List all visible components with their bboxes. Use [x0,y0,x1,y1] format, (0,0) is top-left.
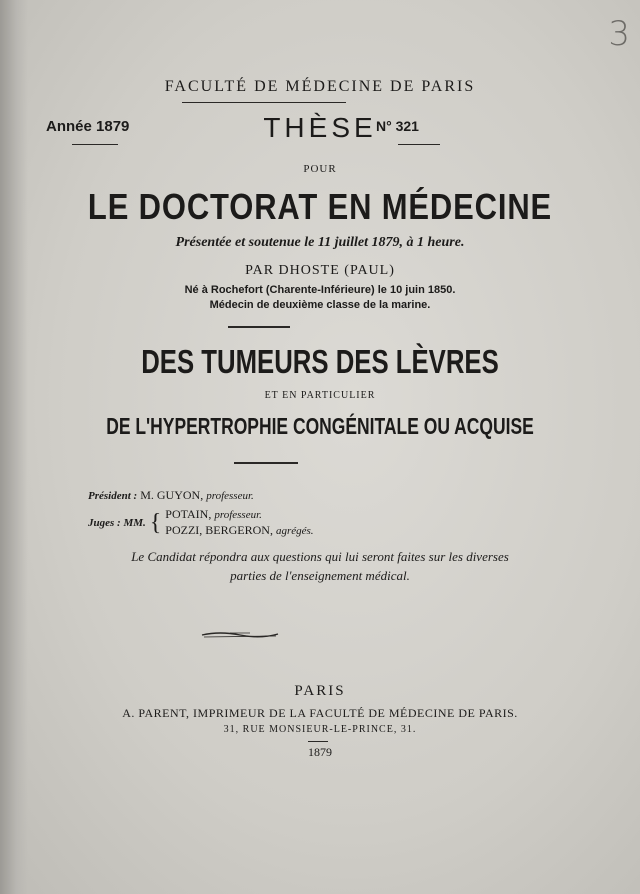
judge-1-role: professeur. [214,509,262,521]
president-label: Président : [88,490,138,502]
separator-rule-1 [228,326,290,328]
judge-2-role: agrégés. [275,525,314,537]
faculty-heading: FACULTÉ DE MÉDECINE DE PARIS [164,78,476,95]
thesis-number: N° 321 [376,118,419,134]
author-rank: Médecin de deuxième classe de la marine. [209,299,431,311]
thesis-title-connector: ET EN PARTICULIER [264,390,376,401]
judges-brace: { [149,510,162,536]
president-role: professeur. [206,490,254,502]
judges-label: Juges : MM. [88,516,146,529]
president-name: M. GUYON, [140,488,204,502]
printer-ornament-icon [200,630,280,640]
candidate-notice-line-1: Le Candidat répondra aux questions qui lui seront faites sur les diverses [131,549,509,564]
separator-rule-2 [234,462,298,464]
pour-label: POUR [303,163,337,175]
jury-president [88,488,314,504]
year-underline [72,144,118,145]
imprint-year: 1879 [308,745,332,759]
imprint-printer: A. PARENT, IMPRIMEUR DE LA FACULTÉ DE MÉDECINE DE PARIS. [122,706,518,720]
number-underline [398,144,440,145]
imprint-dash [308,741,328,742]
candidate-notice-line-2: parties de l'enseignement médical. [230,568,410,583]
imprint-address: 31, RUE MONSIEUR-LE-PRINCE, 31. [223,724,417,735]
year-label: Année 1879 [46,118,130,135]
degree-title: LE DOCTORAT EN MÉDECINE [87,186,553,227]
judge-1-name: POTAIN, [165,507,212,521]
faculty-rule [182,102,346,103]
jury-judges [88,507,314,539]
author-birth: Né à Rochefort (Charente-Inférieure) le 10 juin 1850. [184,284,456,296]
these-heading: THÈSE [263,112,377,143]
judges-list [165,507,313,539]
page-number: 3 [608,14,630,54]
thesis-title-sub: DE L'HYPERTROPHIE CONGÉNITALE OU ACQUISE [106,413,534,439]
imprint-city: PARIS [294,683,346,699]
jury-block [88,488,314,539]
author-name: PAR DHOSTE (PAUL) [245,263,395,278]
judge-2-name: POZZI, BERGERON, [165,523,273,537]
thesis-title-main: DES TUMEURS DES LÈVRES [141,343,499,380]
candidate-notice [0,547,640,585]
defense-date: Présentée et soutenue le 11 juillet 1879, à 1 heure. [175,235,465,250]
